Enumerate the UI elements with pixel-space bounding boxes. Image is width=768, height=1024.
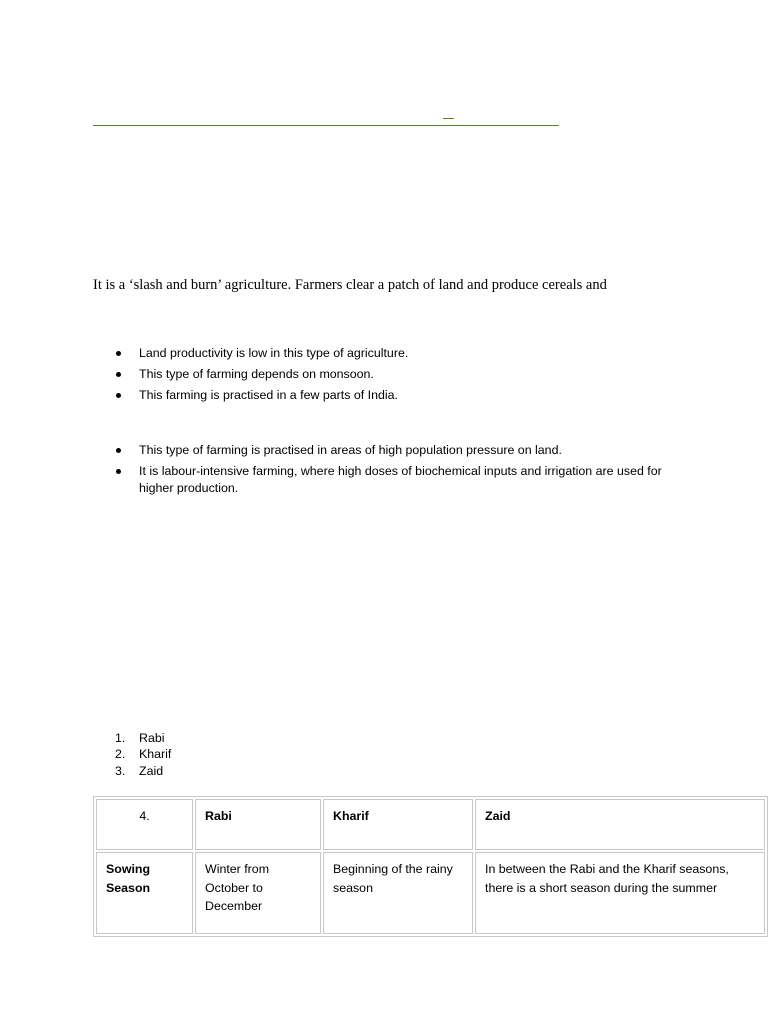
cropping-seasons-table (93, 796, 768, 937)
table-cell-zaid: In between the Rabi and the Kharif seasons, there is a short season during the summer (475, 852, 765, 934)
bullet-item (139, 345, 699, 362)
bullet-list-primitive-farming (139, 345, 699, 408)
list-number: 1. (115, 731, 126, 745)
table-header-row (96, 799, 765, 850)
bullet-list-intensive-farming (139, 442, 684, 501)
bullet-text: It is labour-intensive farming, where high doses of biochemical inputs and irrigation are used for higher production. (139, 464, 662, 495)
list-number: 3. (115, 763, 126, 778)
list-item-label: Rabi (139, 731, 165, 745)
table-cell-rabi: Winter from October to December (195, 852, 321, 934)
list-item-label: Zaid (139, 763, 164, 778)
bullet-text: Land productivity is low in this type of agriculture. (139, 346, 409, 360)
bullet-item (139, 387, 699, 404)
bullet-text: This type of farming depends on monsoon. (139, 367, 374, 381)
bullet-dot-icon (116, 469, 121, 474)
table-header-rabi: Rabi (195, 799, 321, 850)
list-item (115, 746, 172, 762)
list-item (115, 763, 171, 779)
bullet-item (139, 463, 684, 496)
table-header-number: 4. (96, 799, 193, 850)
intro-paragraph: It is a ‘slash and burn’ agriculture. Farmers clear a patch of land and produce cereals and (93, 276, 607, 293)
bullet-item (139, 366, 699, 383)
cropping-seasons-list (115, 730, 172, 779)
bullet-item (139, 442, 684, 459)
table-row (96, 852, 765, 934)
bullet-dot-icon (116, 448, 121, 453)
table-header-kharif: Kharif (323, 799, 473, 850)
bullet-text: This type of farming is practised in areas of high population pressure on land. (139, 443, 562, 457)
header-dash (443, 118, 454, 119)
bullet-dot-icon (116, 393, 121, 398)
bullet-dot-icon (116, 372, 121, 377)
bullet-text: This farming is practised in a few parts of India. (139, 388, 398, 402)
bullet-dot-icon (116, 351, 121, 356)
header-rule (93, 125, 559, 126)
list-item-label: Kharif (139, 747, 172, 762)
list-number: 2. (115, 747, 126, 762)
table-header-zaid: Zaid (475, 799, 765, 850)
table-row-label: Sowing Season (96, 852, 193, 934)
list-item (115, 730, 171, 746)
table-cell-kharif: Beginning of the rainy season (323, 852, 473, 934)
